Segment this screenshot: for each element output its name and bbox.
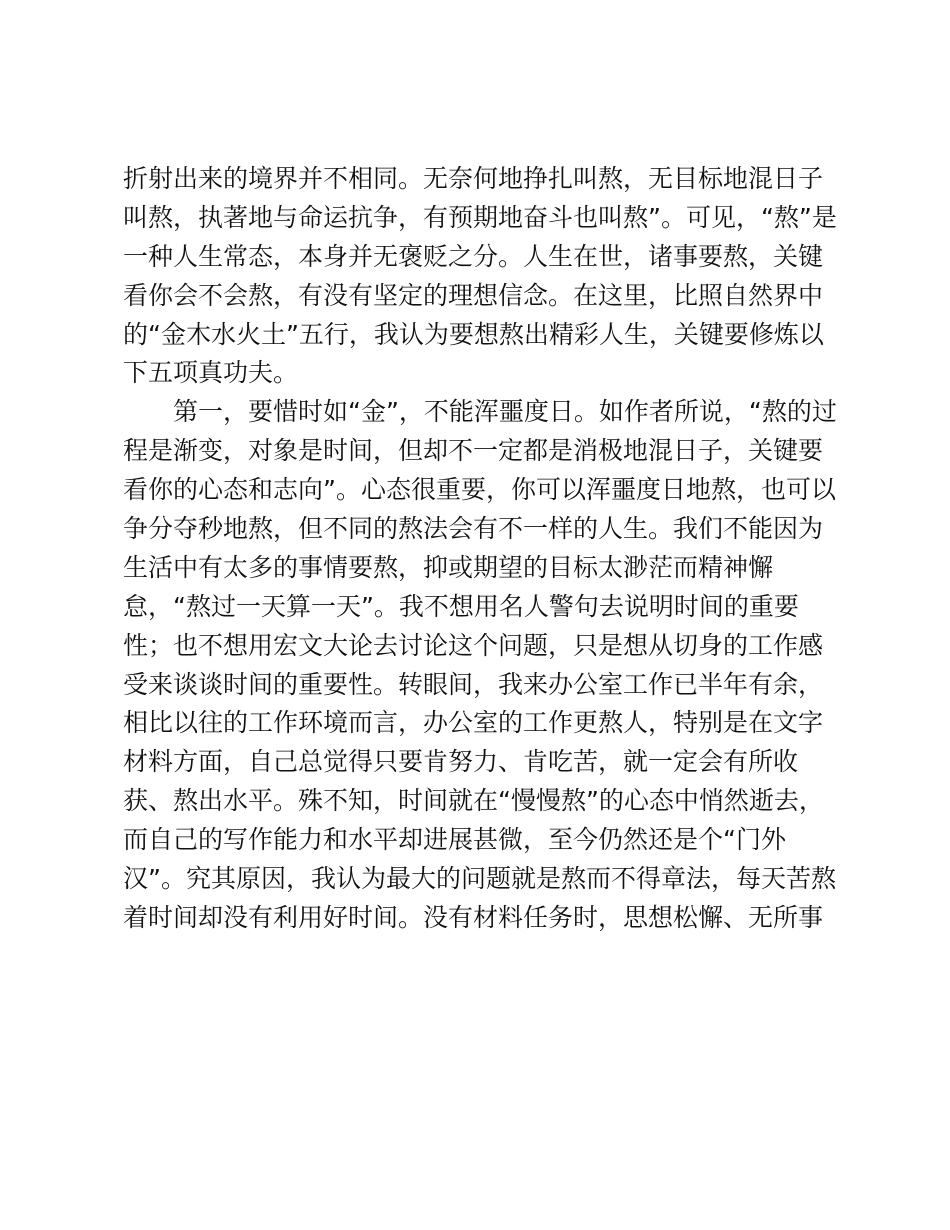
text-line: 下五项真功夫。 bbox=[123, 358, 299, 388]
text-line: 受来谈谈时间的重要性。转眼间，我来办公室工作已半年有余， bbox=[123, 669, 824, 699]
text-line: 获、熬出水平。殊不知，时间就在“慢慢熬”的心态中悄然逝去， bbox=[123, 786, 824, 816]
text-line: 叫熬，执著地与命运抗争，有预期地奋斗也叫熬”。可见，“熬”是 bbox=[123, 202, 837, 232]
text-line: 材料方面，自己总觉得只要肯努力、肯吃苦，就一定会有所收 bbox=[123, 747, 799, 777]
text-line: 着时间却没有利用好时间。没有材料任务时，思想松懈、无所事 bbox=[123, 902, 824, 932]
text-line: 一种人生常态，本身并无褒贬之分。人生在世，诸事要熬，关键 bbox=[123, 241, 824, 271]
text-line: 的“金木水火土”五行，我认为要想熬出精彩人生，关键要修炼以 bbox=[123, 319, 824, 349]
text-line: 生活中有太多的事情要熬，抑或期望的目标太渺茫而精神懈 bbox=[123, 552, 774, 582]
text-line: 程是渐变，对象是时间，但却不一定都是消极地混日子，关键要 bbox=[123, 436, 824, 466]
text-line: 折射出来的境界并不相同。无奈何地挣扎叫熬，无目标地混日子 bbox=[123, 164, 824, 193]
text-line: 看你的心态和志向”。心态很重要，你可以浑噩度日地熬，也可以 bbox=[123, 475, 836, 505]
paragraph-start-line: 第一，要惜时如“金”，不能浑噩度日。如作者所说，“熬的过 bbox=[173, 397, 837, 427]
text-line: 看你会不会熬，有没有坚定的理想信念。在这里，比照自然界中 bbox=[123, 280, 824, 310]
text-line: 相比以往的工作环境而言，办公室的工作更熬人，特别是在文字 bbox=[123, 708, 824, 738]
text-line: 而自己的写作能力和水平却进展甚微，至今仍然还是个“门外 bbox=[123, 825, 786, 855]
text-line: 汉”。究其原因，我认为最大的问题就是熬而不得章法，每天苦熬 bbox=[123, 864, 836, 894]
text-line: 性；也不想用宏文大论去讨论这个问题，只是想从切身的工作感 bbox=[123, 630, 824, 660]
body-text bbox=[123, 160, 838, 938]
text-line: 争分夺秒地熬，但不同的熬法会有不一样的人生。我们不能因为 bbox=[123, 514, 824, 544]
text-line: 怠，“熬过一天算一天”。我不想用名人警句去说明时间的重要 bbox=[123, 591, 799, 621]
